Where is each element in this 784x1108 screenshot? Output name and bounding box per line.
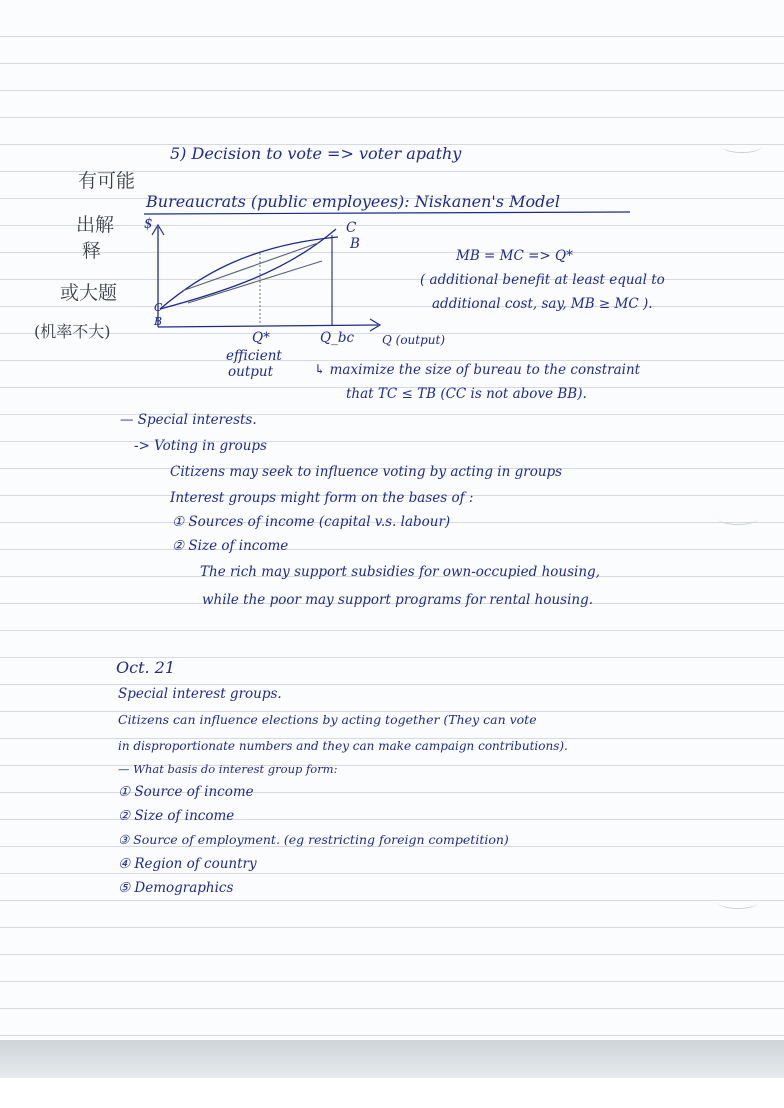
graph-note-line: MB = MC => Q*	[456, 248, 573, 264]
special-interests-line: The rich may support subsidies for own-occupied housing,	[200, 564, 600, 580]
binder-hole-mark	[718, 512, 758, 525]
efficient-output-label: efficient	[226, 348, 282, 364]
graph-q-star-label: Q*	[252, 330, 270, 346]
bureaucrats-section-title: Bureaucrats (public employees): Niskanen's Model	[146, 192, 560, 211]
graph-curve-b-label: B	[350, 236, 360, 252]
graph-note-line: ( additional benefit at least equal to	[420, 272, 665, 288]
voter-apathy-heading: 5) Decision to vote => voter apathy	[170, 144, 462, 163]
graph-origin-b-label: B	[154, 315, 163, 328]
margin-note-line: 或大题	[60, 282, 118, 304]
efficient-output-label: output	[228, 364, 274, 380]
margin-note-line: 有可能	[78, 170, 136, 192]
graph-x-axis-label: Q (output)	[382, 333, 446, 347]
margin-note-line: 出解	[76, 214, 115, 236]
binder-hole-mark	[718, 896, 758, 909]
margin-note-line: (机率不大)	[34, 322, 111, 341]
graph-note-line: additional cost, say, MB ≥ MC ).	[432, 296, 653, 312]
page-bottom-edge	[0, 1040, 784, 1078]
lecture-date: Oct. 21	[116, 658, 176, 677]
special-interests-line: ① Sources of income (capital v.s. labour)	[172, 514, 451, 530]
niskanen-graph	[0, 215, 784, 415]
special-interests-line: Interest groups might form on the bases of :	[170, 490, 474, 506]
binder-hole-mark	[722, 140, 762, 153]
lecture-note-line: Special interest groups.	[118, 686, 282, 702]
special-interests-line: -> Voting in groups	[134, 438, 267, 454]
special-interests-line: Citizens may seek to influence voting by acting in groups	[170, 464, 563, 480]
lecture-note-line: Citizens can influence elections by acting together (They can vote	[118, 712, 537, 727]
graph-q-bc-label: Q_bc	[320, 330, 355, 346]
lecture-note-line: in disproportionate numbers and they can make campaign contributions).	[118, 739, 568, 753]
graph-origin-c-label: C	[154, 301, 163, 314]
lecture-note-line: ⑤ Demographics	[118, 880, 234, 896]
margin-note-line: 释	[82, 240, 102, 262]
lecture-note-line: ③ Source of employment. (eg restricting foreign competition)	[118, 832, 509, 847]
special-interests-line: — Special interests.	[120, 412, 257, 428]
lecture-note-line: ① Source of income	[118, 784, 254, 800]
graph-y-axis-label: $	[144, 216, 153, 232]
special-interests-line: while the poor may support programs for rental housing.	[202, 592, 594, 608]
x-axis	[158, 325, 378, 327]
lecture-note-line: ④ Region of country	[118, 856, 257, 872]
graph-curve-c-label: C	[346, 220, 357, 236]
lecture-note-line: ② Size of income	[118, 808, 235, 824]
maximize-note-line: ↳ maximize the size of bureau to the constraint	[314, 362, 641, 378]
lecture-note-line: — What basis do interest group form:	[118, 762, 338, 776]
maximize-note-line: that TC ≤ TB (CC is not above BB).	[346, 386, 587, 402]
special-interests-line: ② Size of income	[172, 538, 289, 554]
